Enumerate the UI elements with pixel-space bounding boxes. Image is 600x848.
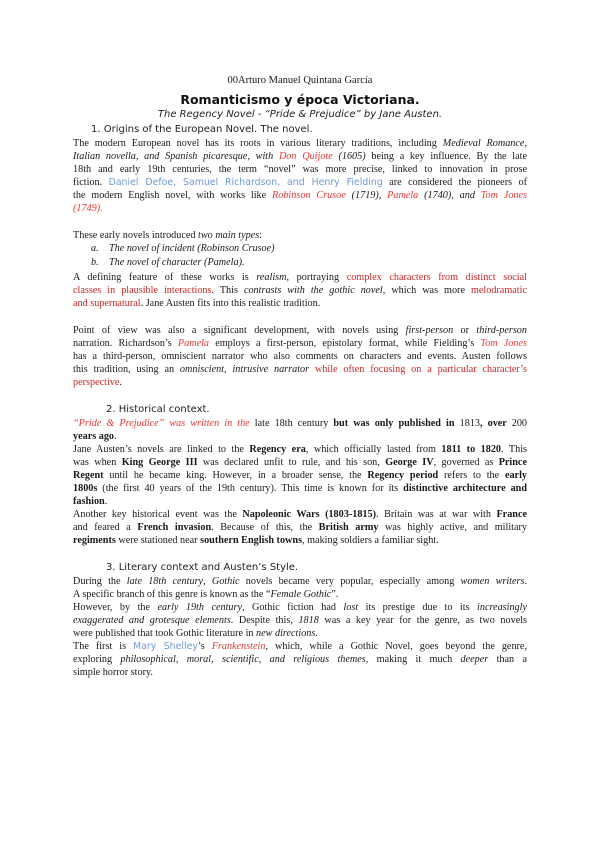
s2-p1-line: fashion.	[73, 496, 108, 507]
s2-p1-line: Regent until he became king. However, in a broader sense, the Regency period refers to the early	[73, 470, 527, 481]
s3-p1-line: exploring philosophical, moral, scientific, and religious themes, making it much deeper than a	[73, 654, 527, 665]
s2-p1-line: “Pride & Prejudice” was written in the late 18th century but was only published in 1813, over 200	[73, 418, 528, 429]
s1-p3-line: narration. Richardson’s Pamela employs a first-person, epistolary format, while Fielding’s Tom Jones	[73, 338, 527, 349]
s2-p1-line: was when King George III was declared unfit to rule, and his son, George IV, governed as Prince	[73, 457, 527, 468]
s3-p1-line: exaggerated and grotesque elements. Despite this, 1818 was a key year for the genre, as two novels	[73, 615, 528, 626]
s1-p2-line: and supernatural. Jane Austen fits into this realistic tradition.	[73, 298, 321, 309]
s2-p1-line: Another key historical event was the Napoleonic Wars (1803-1815). Britain was at war with France	[73, 509, 528, 520]
s1-p1-line: (1749).	[73, 203, 103, 214]
s1-p3-line: Point of view was also a significant development, with novels using first-person or third-person	[73, 325, 527, 336]
s1-p1-line: 18th and early 19th centuries, the term “novel” was more precise, linked to innovation in prose	[73, 164, 527, 175]
s1-types-intro: These early novels introduced two main types:	[73, 230, 263, 241]
s1-p2-line: A defining feature of these works is realism, portraying complex characters from distinct social	[73, 272, 527, 283]
s1-p1-line: The modern European novel has its roots in various literary traditions, including Medieval Romance,	[73, 138, 527, 149]
section-2-heading: 2. Historical context.	[106, 404, 210, 415]
s1-p2-line: classes in plausible interactions. This contrasts with the gothic novel, which was more melodramatic	[73, 285, 527, 296]
list-item: The novel of incident (Robinson Crusoe)	[109, 243, 275, 254]
s2-p1-line: 1800s (the first 40 years of the 19th century). This time is known for its distinctive architecture and	[73, 483, 527, 494]
s3-p1-line: A specific branch of this genre is known as the “Female Gothic”.	[73, 589, 339, 600]
s2-p1-line: regiments were stationed near southern English towns, making soldiers a familiar sight.	[73, 535, 439, 546]
author-name: 00Arturo Manuel Quintana García	[227, 75, 373, 86]
document-title: Romanticismo y época Victoriana.	[180, 92, 420, 107]
document-subtitle: The Regency Novel - “Pride & Prejudice” by Jane Austen.	[157, 109, 443, 120]
s1-p1-line: the modern English novel, with works like Robinson Crusoe (1719), Pamela (1740), and Tom Jones	[73, 190, 527, 201]
s2-p1-line: years ago.	[73, 431, 117, 442]
s3-p1-line: were published that took Gothic literature in new directions.	[73, 628, 318, 639]
s1-p3-line: perspective.	[73, 377, 122, 388]
s1-p3-line: this tradition, using an omniscient, intrusive narrator while often focusing on a particular character’s	[73, 364, 527, 375]
section-3-heading: 3. Literary context and Austen’s Style.	[106, 562, 299, 573]
s1-p1-line: Italian novella, and Spanish picaresque, with Don Quijote (1605) being a key influence. By the late	[73, 151, 527, 162]
s3-p1-line: However, by the early 19th century, Gothic fiction had lost its prestige due to its increasingly	[73, 602, 527, 613]
s3-p1-line: The first is Mary Shelley’s Frankenstein, which, while a Gothic Novel, goes beyond the genre,	[73, 641, 527, 652]
s1-p1-line: fiction. Daniel Defoe, Samuel Richardson, and Henry Fielding are considered the pioneers of	[73, 177, 527, 188]
s2-p1-line: Jane Austen’s novels are linked to the Regency era, which officially lasted from 1811 to 1820. This	[73, 444, 527, 455]
list-item: The novel of character (Pamela).	[109, 257, 245, 268]
s3-p1-line: During the late 18th century, Gothic novels became very popular, especially among women writers.	[73, 576, 528, 587]
s2-p1-line: and feared a French invasion. Because of this, the British army was highly active, and military	[73, 522, 527, 533]
s3-p1-line: simple horror story.	[73, 667, 153, 678]
section-1-heading: 1. Origins of the European Novel. The novel.	[91, 124, 313, 135]
s1-p3-line: has a third-person, omniscient narrator who also comments on characters and events. Austen follows	[73, 351, 527, 362]
list-marker: a.	[91, 243, 99, 254]
list-marker: b.	[91, 257, 99, 268]
